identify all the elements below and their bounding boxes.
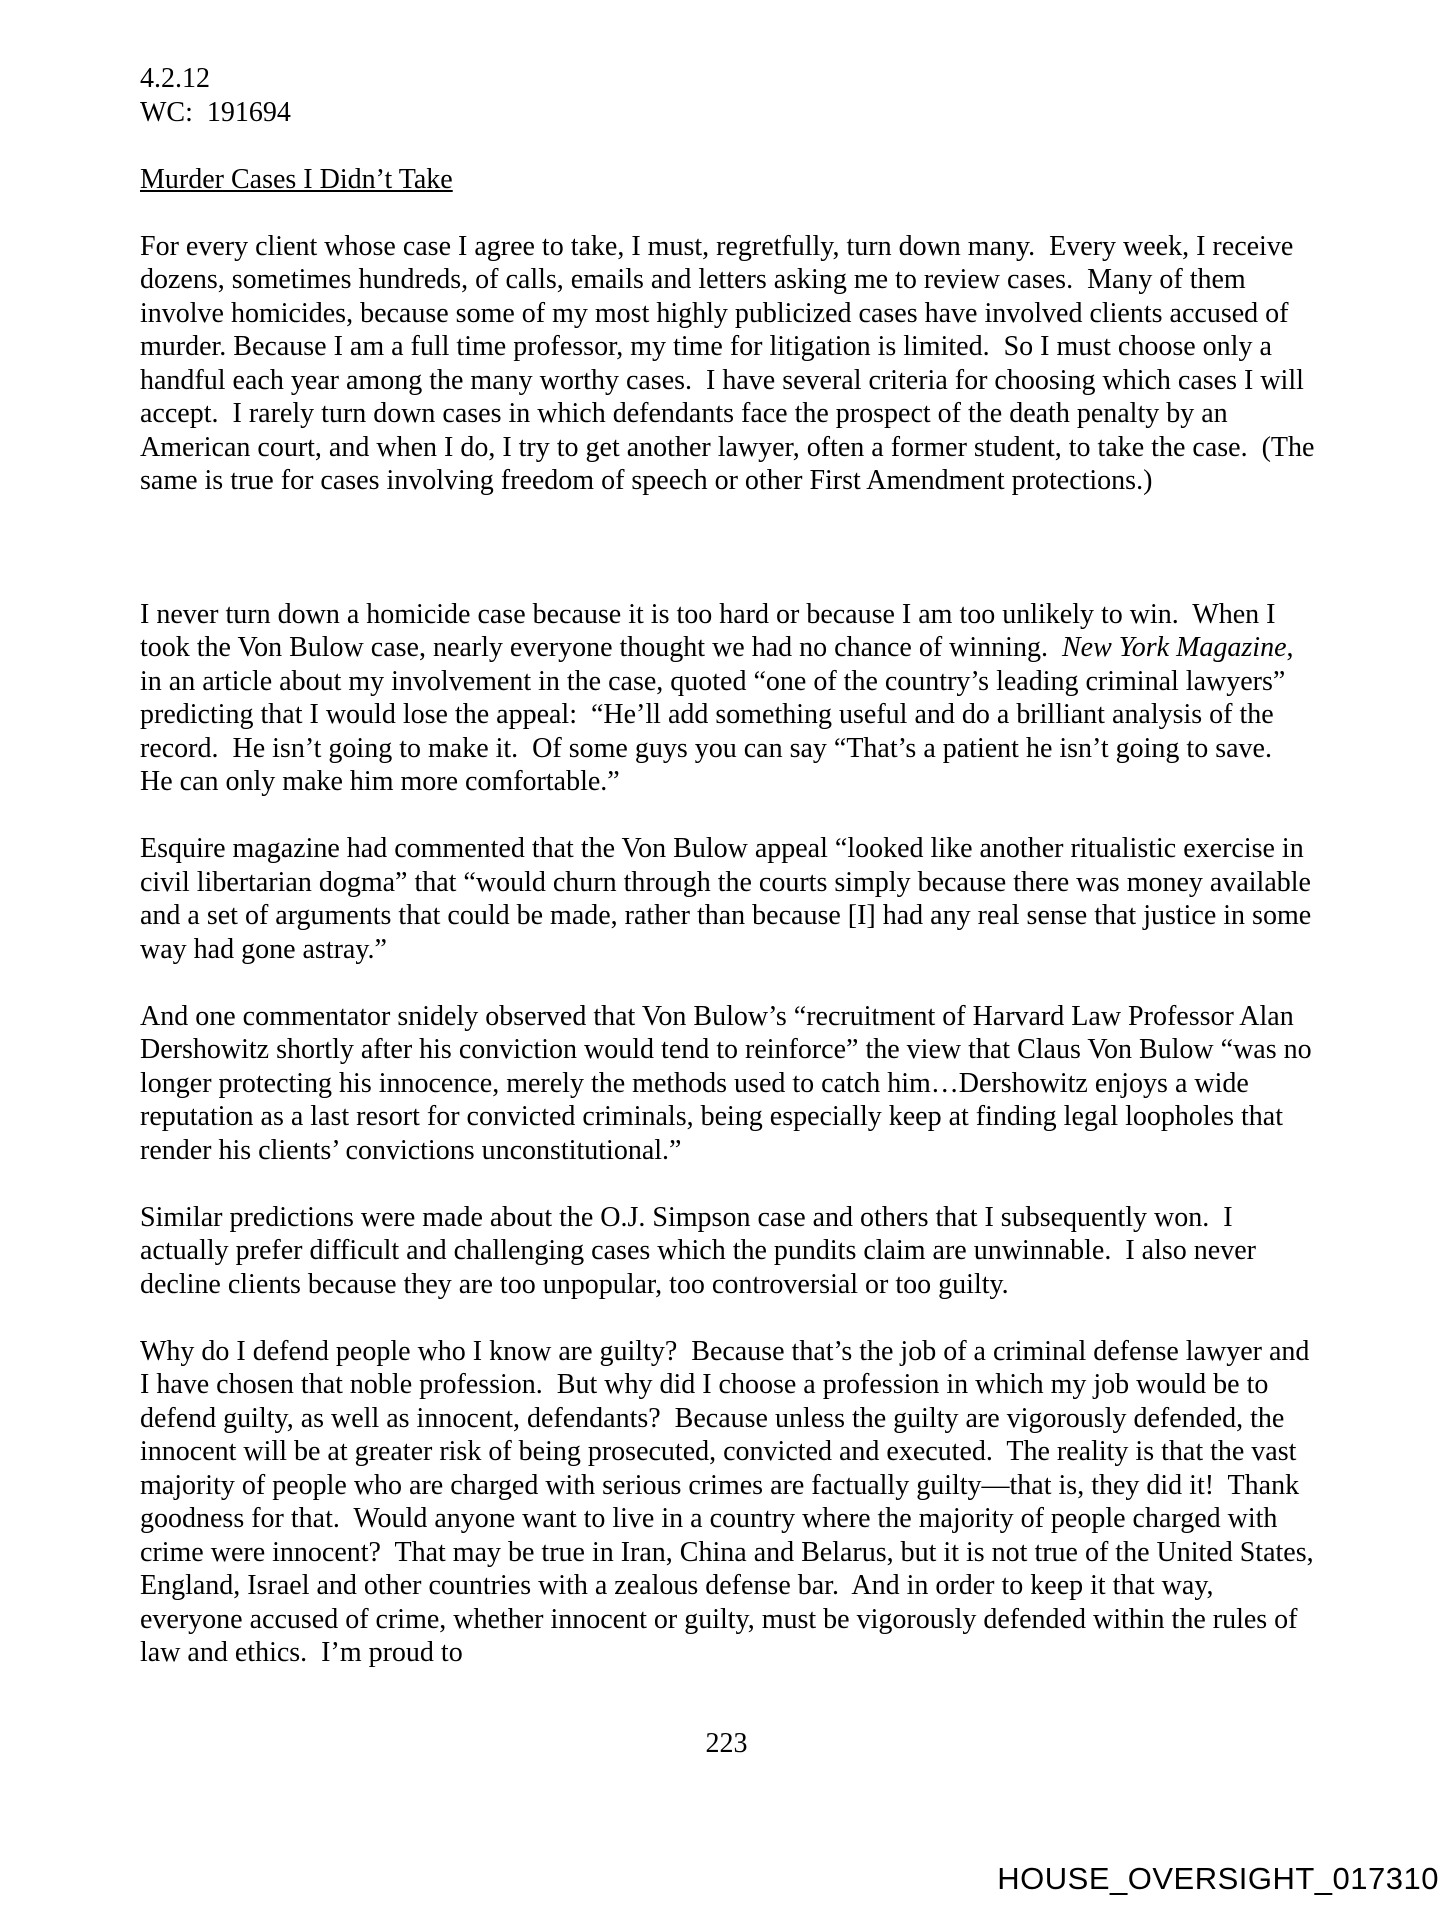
document-content	[140, 62, 1322, 1670]
header-word-count: WC: 191694	[140, 96, 291, 128]
document-title: Murder Cases I Didn’t Take	[140, 163, 453, 195]
paragraph-6: Why do I defend people who I know are guilty? Because that’s the job of a criminal defense lawyer and I have chosen that noble profession. But why did I choose a profession in which my job would be to defend guilty, as well as innocent, defendants? Because unless the guilty are vigorously defended, the innocent will be at greater risk of being prosecuted, convicted and executed. The reality is that the vast majority of people who are charged with serious crimes are factually guilty—that is, they did it! Thank goodness for that. Would anyone want to live in a country where the majority of people charged with crime were innocent? That may be true in Iran, China and Belarus, but it is not true of the United States, England, Israel and other countries with a zealous defense bar. And in order to keep it that way, everyone accused of crime, whether innocent or guilty, must be vigorously defended within the rules of law and ethics. I’m proud to	[140, 1335, 1321, 1668]
paragraph-3: Esquire magazine had commented that the Von Bulow appeal “looked like another ritualistic exercise in civil libertarian dogma” that “would churn through the courts simply because there was money available and a set of arguments that could be made, rather than because [I] had any real sense that justice in some way had gone astray.”	[140, 833, 1319, 965]
paragraph-1: For every client whose case I agree to take, I must, regretfully, turn down many. Every week, I receive dozens, sometimes hundreds, of calls, emails and letters asking me to review cases. Many of them involve homicides, because some of my most highly publicized cases have involved clients accused of murder. Because I am a full time professor, my time for litigation is limited. So I must choose only a handful each year among the many worthy cases. I have several criteria for choosing which cases I will accept. I rarely turn down cases in which defendants face the prospect of the death penalty by an American court, and when I do, I try to get another lawyer, often a former student, to take the case. (The same is true for cases involving freedom of speech or other First Amendment protections.)	[140, 230, 1322, 496]
document-header	[140, 62, 1317, 129]
paragraph-2-text-after: , in an article about my involvement in the case, quoted “one of the country’s leading criminal lawyers” predicting that I would lose the appeal: “He’ll add something useful and do a brilliant analysis of the record. He isn’t going to make it. Of some guys you can say “That’s a patient he isn’t going to save. He can only make him more comfortable.”	[140, 632, 1301, 797]
paragraph-2-text-before: I never turn down a homicide case because it is too hard or because I am too unlikely to win. When I took the Von Bulow case, nearly everyone thought we had no chance of winning.	[140, 598, 1283, 663]
header-date: 4.2.12	[140, 63, 210, 94]
paragraph-2	[140, 598, 1317, 799]
magazine-title-italic: New York Magazine	[1061, 632, 1287, 663]
paragraph-4: And one commentator snidely observed that Von Bulow’s “recruitment of Harvard Law Professor Alan Dershowitz shortly after his conviction would tend to reinforce” the view that Claus Von Bulow “was no longer protecting his innocence, merely the methods used to catch him…Dershowitz enjoys a wide reputation as a last resort for convicted criminals, being especially keep at finding legal loopholes that render his clients’ convictions unconstitutional.”	[140, 1000, 1319, 1166]
bates-stamp: HOUSE_OVERSIGHT_017310	[997, 1861, 1439, 1896]
paragraph-5: Similar predictions were made about the O.J. Simpson case and others that I subsequently won. I actually prefer difficult and challenging cases which the pundits claim are unwinnable. I also never decline clients because they are too unpopular, too controversial or too guilty.	[140, 1201, 1263, 1300]
page-number: 223	[705, 1728, 748, 1759]
